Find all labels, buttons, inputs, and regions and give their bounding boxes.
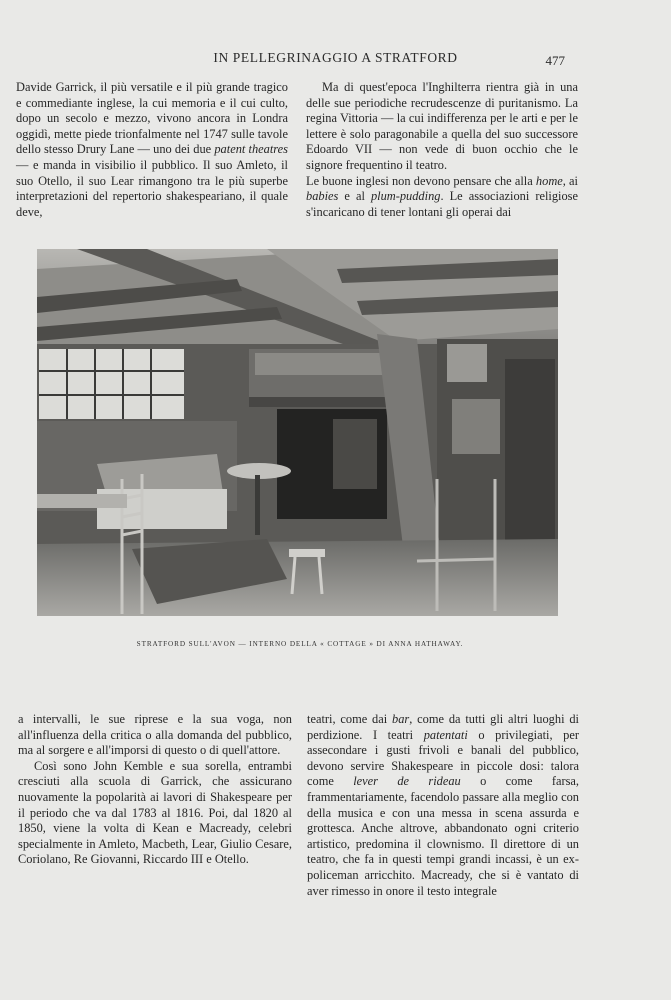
text-run: Le buone inglesi non devono pensare che alla (306, 173, 536, 188)
text-run: teatri, come dai (307, 712, 393, 726)
paragraph: Così sono John Kemble e sua sorella, entrambi cresciuti alla scuola di Garrick, che assicurano nuovamente la popolarità ai lavori di Shakespeare per il periodo che va dal 1783 al 1816. Poi, dal 1820 al 1850, viene la volta di Kean e Macready, celebri specialmente in Amleto, Macbeth, Lear, Giulio Cesare, Coriolano, Re Giovanni, Riccardo III e Otello. (18, 758, 292, 867)
photo-plate-cottage-interior (37, 249, 558, 616)
paragraph (306, 174, 578, 221)
text-run: , come da tutti gli altri luoghi di perdizione. I teatri (307, 712, 579, 742)
italic-term: home (535, 173, 563, 188)
text-run: , ai (562, 173, 578, 188)
italic-term: lever de rideau (353, 774, 461, 789)
text-run: o privilegiati, per assecondare i gusti frivoli e banali del pubblico, devono servire Shakespeare in piccole dosi: talora come (307, 727, 579, 789)
text-run: — e manda in visibilio il pubblico. Il suo Amleto, il suo Otello, il suo Lear rimangono tra le più superbe interpretazioni del repertorio shakespeariano, il quale deve, (16, 157, 288, 219)
running-title: IN PELLEGRINAGGIO A STRATFORD (213, 50, 458, 65)
text-column-bottom-left (18, 712, 292, 868)
italic-term: patentati (423, 727, 468, 742)
italic-term: patent theatres (214, 142, 288, 157)
italic-term: bar (392, 712, 410, 726)
text-column-top-left (16, 80, 288, 220)
plate-caption: STRATFORD SULL'AVON — INTERNO DELLA « COTTAGE » DI ANNA HATHAWAY. (136, 640, 464, 648)
italic-term: babies (306, 189, 339, 204)
paragraph (16, 80, 288, 220)
paragraph: a intervalli, le sue riprese e la sua voga, non all'influenza della critica o alla domanda del pubblico, ma al sorgere e all'imporsi di questo o di quell'attore. (18, 712, 292, 758)
paragraph (307, 712, 579, 899)
paragraph: Ma di quest'epoca l'Inghilterra rientra già in una delle sue periodiche recrudescenze di puritanismo. La regina Vittoria — la cui indifferenza per le arti e per le lettere è solo paragonabile a quella del suo successore Edoardo VII — non vede di buon occhio che le signore frequentino il teatro. (306, 80, 578, 172)
page-number: 477 (545, 53, 565, 68)
text-column-top-right (306, 80, 578, 220)
text-column-bottom-right (307, 712, 579, 899)
text-run: e al (338, 189, 371, 204)
cottage-interior-illustration (37, 249, 558, 616)
text-run: . Le associazioni religiose s'incaricano di tener lontani gli operai dai (306, 189, 578, 219)
text-run: Davide Garrick, il più versatile e il più grande tragico e commediante inglese, la cui memoria e il cui culto, dopo un secolo e mezzo, vivono ancora in Londra oggidì, mette piede trionfalmente nel 1747 sulle tavole dello stesso Drury Lane — uno dei due (16, 80, 288, 157)
text-run: o come farsa, frammentariamente, facendolo passare alla meglio con della musica e con una messa in scena assurda e grottesca. Anche altrove, abbandonato ogni criterio artistico, predomina il clownismo. Il direttore di un teatro, che fa in questi tempi grandi incassi, è un ex-policeman arricchito. Macready, che si è vantato di aver rimesso in onore il testo integrale (307, 774, 579, 898)
italic-term: plum-pudding (370, 189, 441, 204)
